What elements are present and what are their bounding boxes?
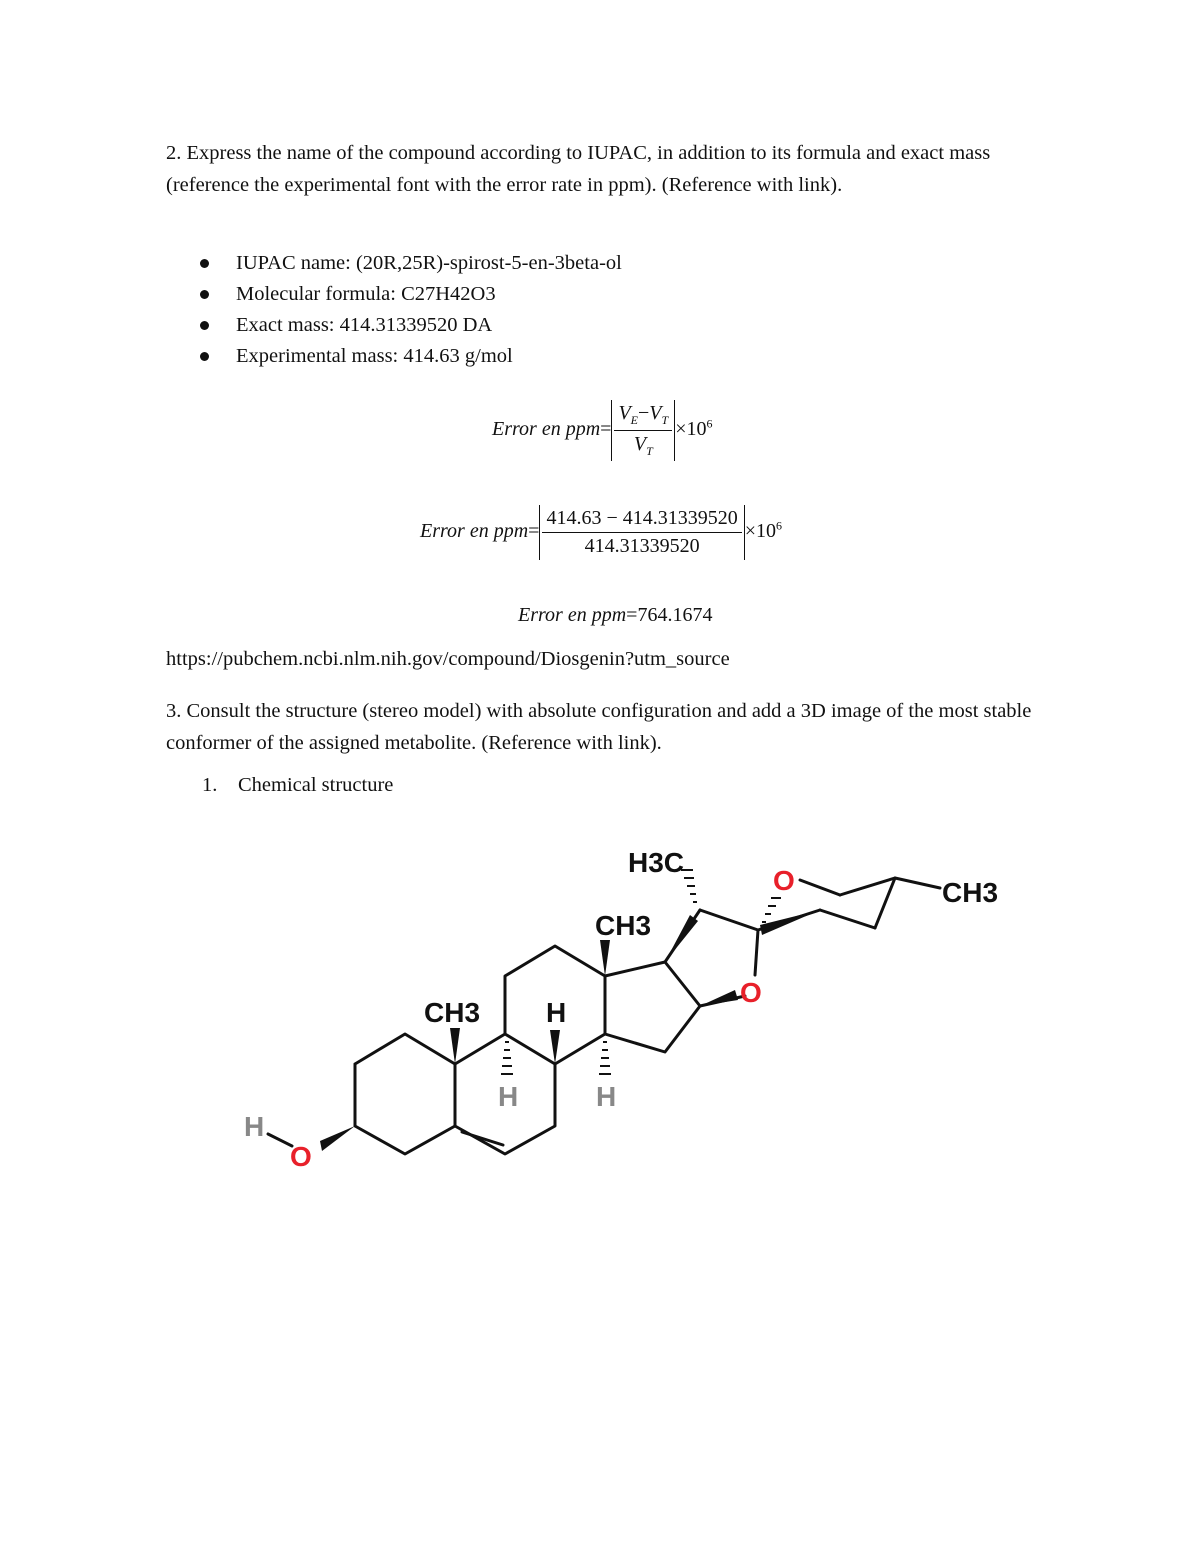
compound-info-list: [196, 248, 622, 372]
question-3-prompt: 3. Consult the structure (stereo model) with absolute configuration and add a 3D image of the most stable conformer of the assigned metabolite. (Reference with link).: [166, 700, 1032, 754]
label-ch3-mid: CH3: [595, 910, 652, 941]
question-2-prompt: 2. Express the name of the compound according to IUPAC, in addition to its formula and exact mass (reference the experimental font with the error rate in ppm). (Reference with link).: [166, 142, 991, 196]
label-o-ring-top: O: [773, 865, 795, 896]
pubchem-link[interactable]: https://pubchem.ncbi.nlm.nih.gov/compound/Diosgenin?utm_source: [166, 648, 730, 670]
bullet-icon: [200, 259, 209, 268]
label-ch3-right: CH3: [942, 877, 999, 908]
label-ch3-left: CH3: [424, 997, 481, 1028]
numbered-list-item: 1. Chemical structure: [202, 774, 394, 796]
label-o-hydroxyl: O: [290, 1141, 312, 1172]
label-h-hydroxyl: H: [244, 1111, 265, 1142]
list-item: Molecular formula: C27H42O3: [196, 279, 622, 310]
bullet-icon: [200, 352, 209, 361]
label-h-top: H: [546, 997, 567, 1028]
bullet-icon: [200, 321, 209, 330]
label-h-b1: H: [498, 1081, 519, 1112]
label-o-ring-mid: O: [740, 977, 762, 1008]
atom-labels: [244, 847, 998, 1172]
label-h-b2: H: [596, 1081, 617, 1112]
equation-substituted: Error en ppm= $\frac{414.63 - 414.31339520}{414.31339520}$ $\times 10^6$: [420, 505, 782, 560]
list-item: Experimental mass: 414.63 g/mol: [196, 341, 622, 372]
list-item: Exact mass: 414.31339520 DA: [196, 310, 622, 341]
equation-formula: Error en ppm= $\frac{V_E-V_T}{V_T}$ $\times 10^6$: [492, 400, 712, 461]
bullet-icon: [200, 290, 209, 299]
equation-result: Error en ppm=764.1674: [518, 604, 713, 626]
list-item: IUPAC name: (20R,25R)-spirost-5-en-3beta-ol: [196, 248, 622, 279]
wedge-bonds: [320, 910, 820, 1151]
chemical-structure: [220, 820, 1020, 1180]
label-h3c-top: H3C: [628, 847, 685, 878]
